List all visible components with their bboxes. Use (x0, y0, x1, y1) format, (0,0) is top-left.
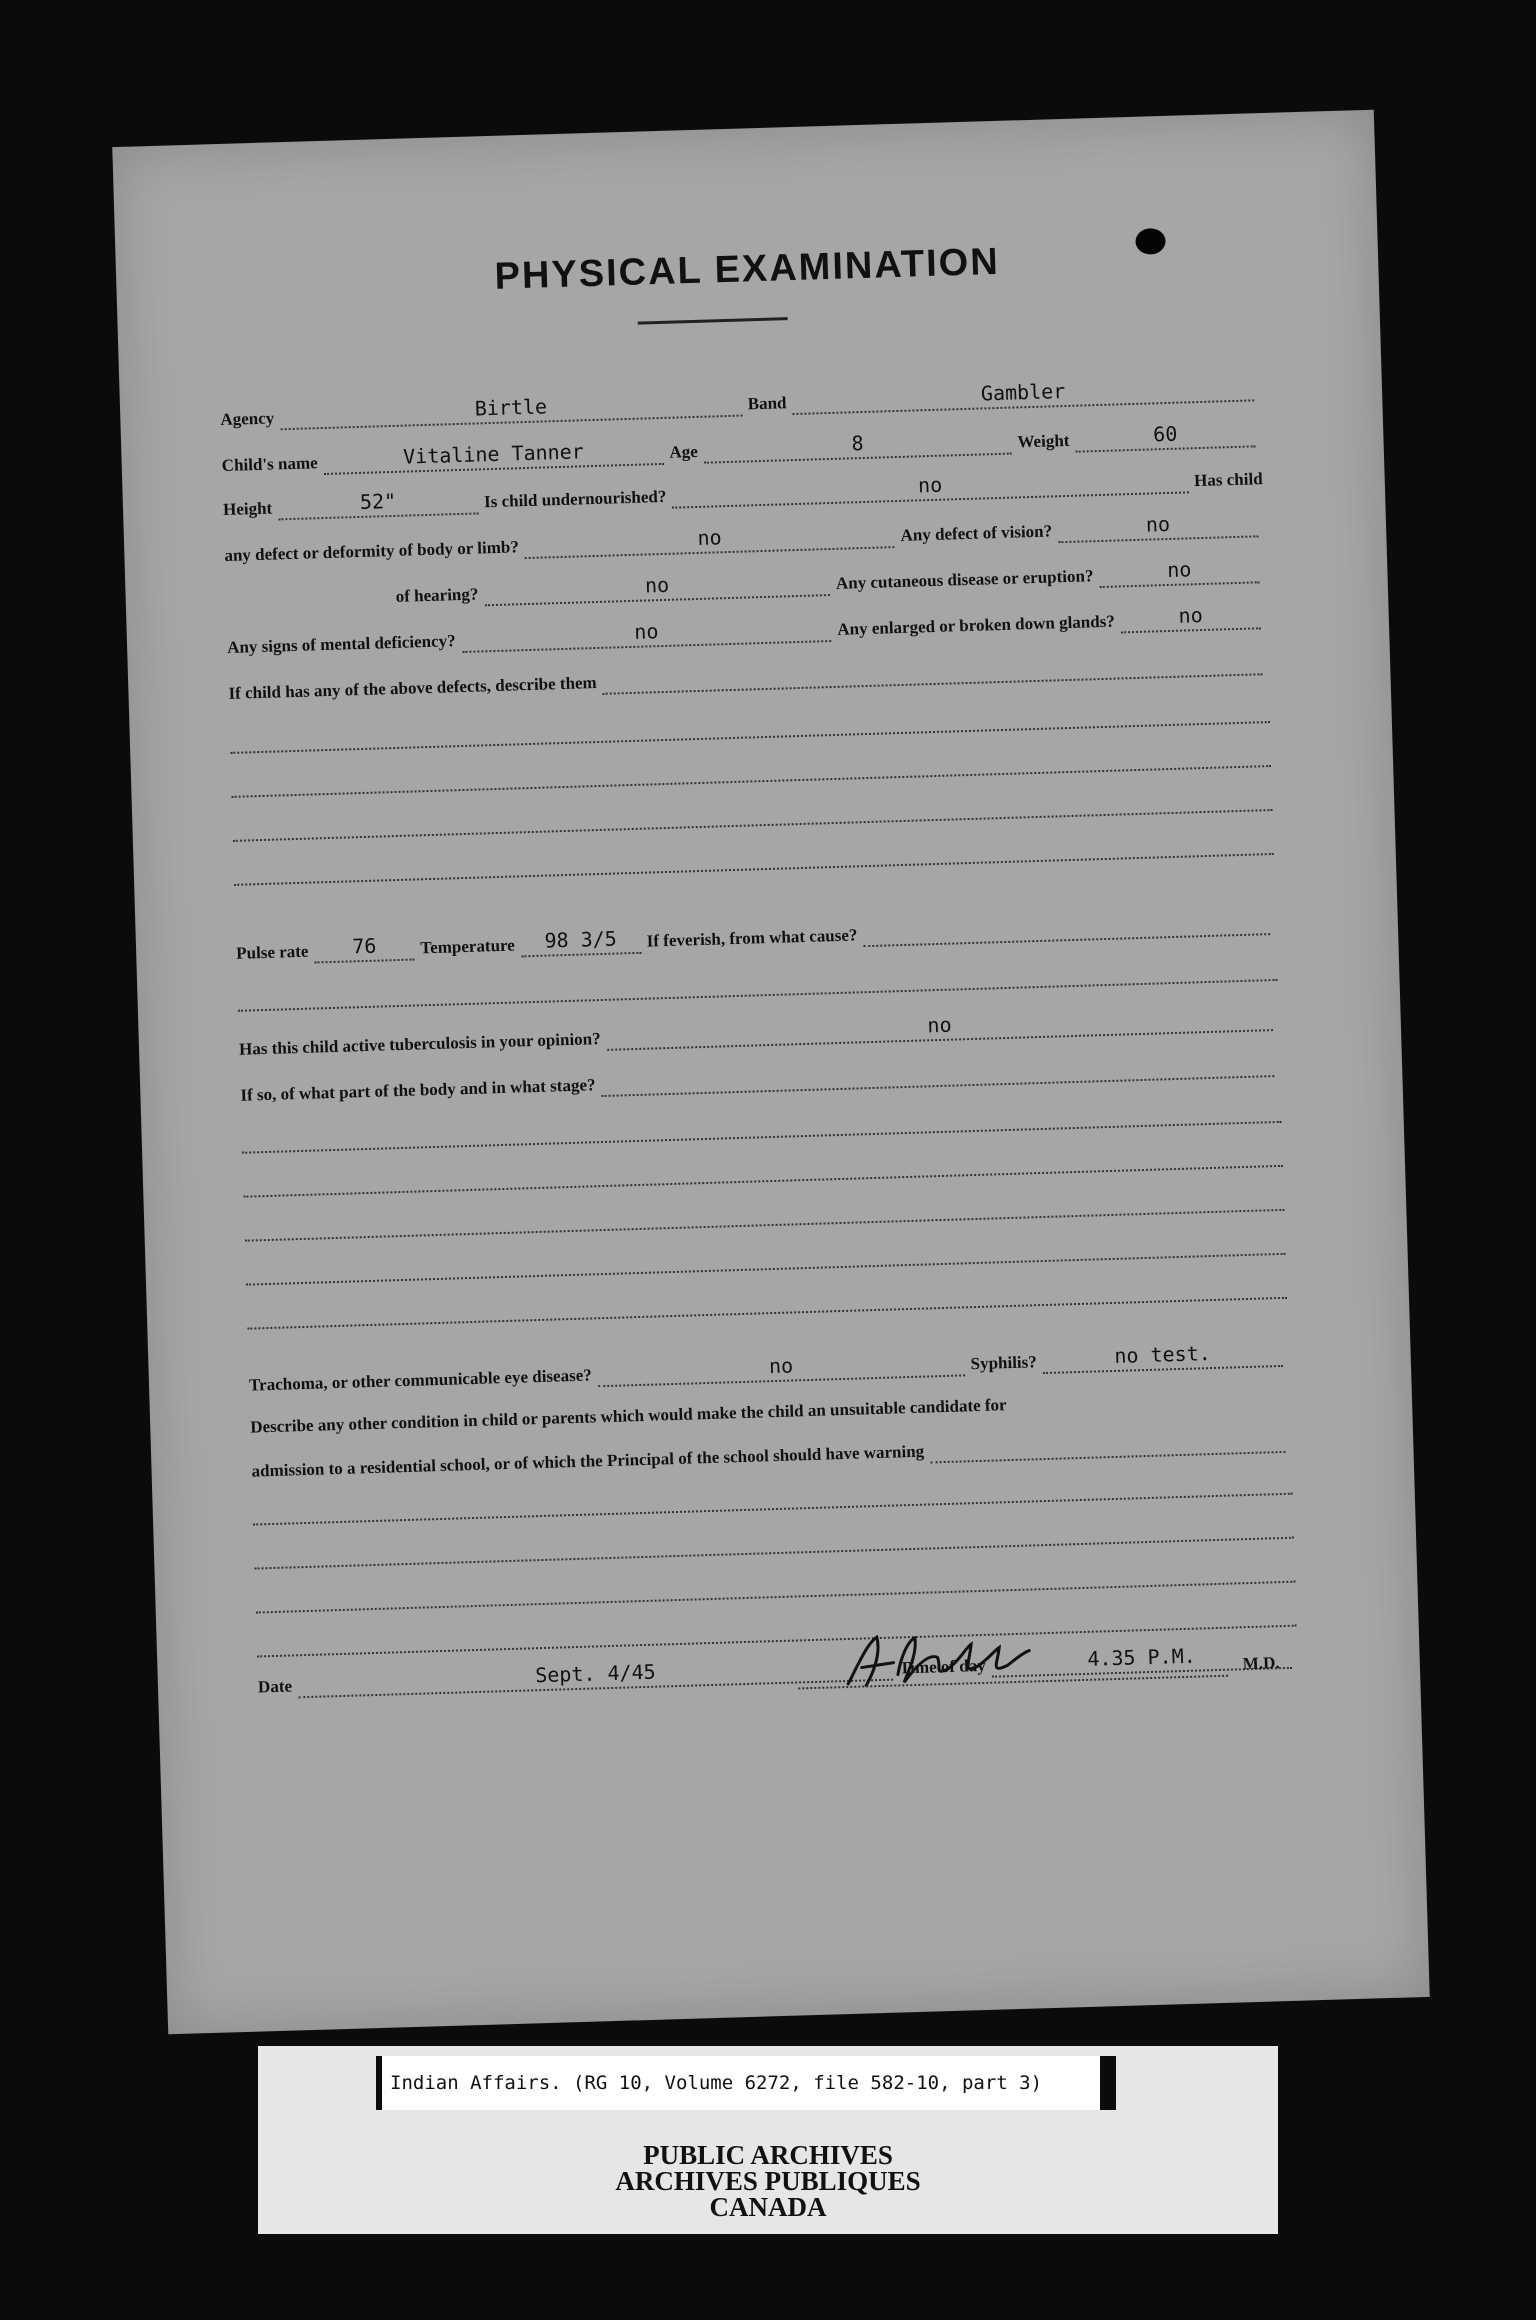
band-label: Band (747, 393, 787, 414)
trachoma-value: no (768, 1353, 794, 1379)
row-date-time (257, 1623, 1298, 1700)
cutaneous-value: no (1166, 557, 1192, 583)
time-label: Time of day (898, 1655, 986, 1678)
undernourished-label: Is child undernourished? (483, 486, 667, 512)
tb-blank-line[interactable] (246, 1253, 1286, 1286)
pulse-value: 76 (351, 933, 377, 959)
band-value: Gambler (980, 378, 1066, 406)
tb-blank-line[interactable] (243, 1165, 1283, 1198)
age-value: 8 (851, 430, 864, 456)
feverish-label: If feverish, from what cause? (646, 925, 858, 951)
pulse-label: Pulse rate (235, 941, 309, 963)
mental-label: Any signs of mental deficiency? (226, 631, 456, 657)
defect-body-label: any defect or deformity of body or limb? (224, 537, 520, 565)
glands-value: no (1178, 602, 1204, 628)
defects-blank-line[interactable] (233, 809, 1273, 842)
tb-blank-line[interactable] (242, 1121, 1282, 1154)
temperature-field[interactable] (520, 912, 641, 958)
archive-label-card (258, 2046, 1278, 2234)
time-value: 4.35 P.M. (1087, 1643, 1197, 1671)
defects-blank-line[interactable] (232, 765, 1272, 798)
undernourished-value: no (917, 472, 943, 498)
date-label: Date (257, 1676, 293, 1697)
defect-vision-value: no (1145, 511, 1171, 537)
date-field[interactable] (297, 1639, 893, 1699)
tuberculosis-value: no (927, 1012, 952, 1038)
archives-line-1: PUBLIC ARCHIVES (643, 2140, 893, 2170)
child-name-label: Child's name (221, 453, 318, 476)
agency-label: Agency (220, 408, 275, 430)
md-label: M.D. (1242, 1653, 1280, 1674)
defects-blank-line[interactable] (234, 853, 1274, 886)
other-condition-label: admission to a residential school, or of which the Principal of the school should have warning (251, 1441, 925, 1481)
syphilis-label: Syphilis? (970, 1352, 1037, 1374)
feverish-field[interactable] (862, 893, 1270, 947)
defect-body-value: no (697, 525, 722, 550)
tb-stage-label: If so, of what part of the body and in what stage? (240, 1075, 596, 1105)
defect-vision-field[interactable] (1057, 495, 1258, 543)
other-condition-field[interactable] (929, 1411, 1285, 1464)
defect-vision-label: Any defect of vision? (900, 521, 1053, 545)
describe-defects-label: If child has any of the above defects, describe them (228, 673, 597, 703)
has-child-label: Has child (1193, 469, 1263, 491)
agency-value: Birtle (474, 394, 548, 421)
mental-value: no (633, 619, 659, 644)
other-condition-label: Describe any other condition in child or parents which would make the child an unsuitable candidate for (250, 1395, 1007, 1437)
child-name-value: Vitaline Tanner (402, 439, 585, 469)
other-blank-line[interactable] (253, 1493, 1293, 1526)
defects-blank-line[interactable] (230, 721, 1270, 754)
cutaneous-field[interactable] (1099, 541, 1260, 588)
title-underline (638, 317, 788, 324)
glands-field[interactable] (1120, 587, 1261, 633)
trachoma-label: Trachoma, or other communicable eye disease? (248, 1365, 592, 1395)
hearing-label: of hearing? (395, 584, 479, 606)
other-blank-line[interactable] (254, 1537, 1294, 1570)
tuberculosis-label: Has this child active tuberculosis in your opinion? (238, 1029, 601, 1059)
glands-label: Any enlarged or broken down glands? (837, 611, 1116, 639)
date-value: Sept. 4/45 (534, 1659, 657, 1688)
height-label: Height (222, 498, 273, 520)
archives-line-2: ARCHIVES PUBLIQUES (615, 2166, 921, 2196)
weight-value: 60 (1152, 421, 1178, 447)
hearing-value: no (644, 572, 670, 598)
archives-line-3: CANADA (709, 2192, 827, 2222)
height-field[interactable] (277, 472, 478, 520)
cutaneous-label: Any cutaneous disease or eruption? (835, 566, 1094, 593)
tb-blank-line[interactable] (245, 1209, 1285, 1242)
age-label: Age (669, 441, 699, 462)
archive-reference-strip (376, 2056, 1116, 2110)
pulse-field[interactable] (314, 919, 415, 964)
row-pulse-temperature (235, 889, 1276, 966)
other-blank-line[interactable] (256, 1581, 1296, 1614)
height-value: 52" (359, 488, 397, 514)
temperature-label: Temperature (420, 935, 516, 958)
weight-label: Weight (1017, 430, 1070, 452)
exam-form-sheet (112, 110, 1429, 2035)
archive-reference: Indian Affairs. (RG 10, Volume 6272, file 582-10, part 3) (390, 2072, 1043, 2094)
temperature-value: 98 3/5 (544, 926, 618, 953)
syphilis-value: no test. (1114, 1341, 1212, 1368)
form-title: PHYSICAL EXAMINATION (494, 240, 1001, 298)
